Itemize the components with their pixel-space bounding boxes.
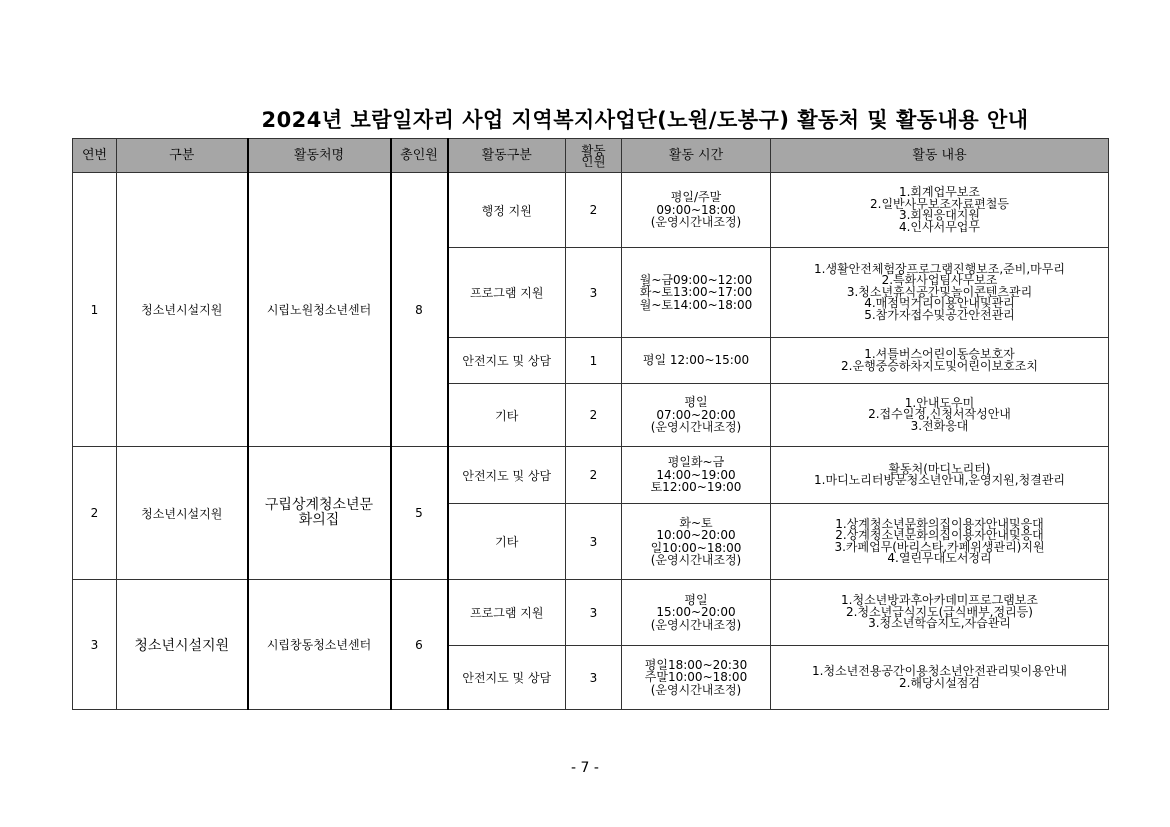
time-line: (운영시간내조정) bbox=[650, 682, 742, 697]
page-number: - 7 - bbox=[571, 760, 599, 776]
table-row bbox=[73, 173, 1109, 248]
activity-count-cell: 3 bbox=[566, 580, 622, 646]
content-line: 2.해당시설점검 bbox=[898, 675, 980, 690]
activity-count-cell: 2 bbox=[566, 447, 622, 504]
activity-count-cell: 1 bbox=[566, 338, 622, 384]
content-line: 3.청소년휴식공간및놀이콘텐츠관리 bbox=[846, 284, 1033, 299]
time-line: 평일18:00~20:30 bbox=[644, 657, 748, 672]
header-seq: 연번 bbox=[73, 139, 117, 173]
activity-count-cell: 3 bbox=[566, 646, 622, 710]
place-cell: 시립창동청소년센터 bbox=[248, 580, 391, 710]
seq-cell: 2 bbox=[73, 447, 117, 580]
activity-type-cell: 안전지도 및 상담 bbox=[448, 447, 566, 504]
activity-content-cell bbox=[771, 173, 1109, 248]
category-cell: 청소년시설지원 bbox=[117, 447, 248, 580]
place-cell: 구립상계청소년문화의집 bbox=[248, 447, 391, 580]
time-line: (운영시간내조정) bbox=[650, 553, 742, 567]
content-line: 2.일반사무보조자료편철등 bbox=[870, 196, 1009, 211]
activity-type-cell: 안전지도 및 상담 bbox=[448, 338, 566, 384]
content-line: 3.회원응대지원 bbox=[898, 208, 980, 222]
time-line: (운영시간내조정) bbox=[650, 215, 742, 230]
time-line: 월~토14:00~18:00 bbox=[639, 297, 753, 312]
time-line: 평일화~금 bbox=[667, 455, 725, 470]
activity-count-cell: 3 bbox=[566, 248, 622, 338]
content-line: 2.특화사업팀사무보조 bbox=[881, 273, 998, 288]
header-activity-type: 활동구분 bbox=[448, 139, 566, 173]
table-row bbox=[73, 447, 1109, 504]
content-line: 2.상계청소년문화의집이용자안내및응대 bbox=[835, 528, 1044, 542]
content-line: 2.접수일정,신청서작성안내 bbox=[868, 407, 1011, 422]
time-line: 평일 bbox=[684, 592, 708, 607]
activity-content-cell bbox=[771, 580, 1109, 646]
content-line: 1.생활안전체험장프로그램진행보조,준비,마무리 bbox=[814, 261, 1065, 276]
activity-time-cell bbox=[622, 338, 771, 384]
time-line: 15:00~20:00 bbox=[656, 605, 736, 620]
activity-type-cell: 기타 bbox=[448, 384, 566, 447]
content-line: 1.안내도우미 bbox=[904, 395, 975, 410]
time-line: 월~금09:00~12:00 bbox=[639, 272, 753, 287]
seq-cell: 3 bbox=[73, 580, 117, 710]
activity-type-cell: 프로그램 지원 bbox=[448, 248, 566, 338]
time-line: 07:00~20:00 bbox=[656, 407, 736, 422]
content-line: 활동처(마디노리터) bbox=[888, 461, 991, 476]
content-line: 3.청소년학습지도,자습관리 bbox=[868, 616, 1011, 631]
activity-time-cell bbox=[622, 248, 771, 338]
content-line: 2.청소년급식지도(급식배부,정리등) bbox=[846, 604, 1033, 619]
time-line: 10:00~20:00 bbox=[656, 528, 736, 542]
total-cell: 8 bbox=[391, 173, 448, 447]
header-place: 활동처명 bbox=[248, 139, 391, 173]
activity-time-cell bbox=[622, 580, 771, 646]
time-line: 화~토13:00~17:00 bbox=[639, 285, 753, 300]
content-line: 4.매점먹거리이용안내및관리 bbox=[864, 296, 1015, 311]
activity-time-cell bbox=[622, 384, 771, 447]
time-line: (운영시간내조정) bbox=[650, 617, 742, 632]
content-line: 5.참가자접수및공간안전관리 bbox=[864, 307, 1015, 322]
activity-time-cell bbox=[622, 173, 771, 248]
place-cell: 시립노원청소년센터 bbox=[248, 173, 391, 447]
content-line: 1.청소년전용공간이용청소년안전관리및이용안내 bbox=[812, 664, 1067, 678]
header-total: 총인원 bbox=[391, 139, 448, 173]
activity-time-cell bbox=[622, 646, 771, 710]
content-line: 3.전화응대 bbox=[910, 418, 969, 433]
content-line: 1.청소년방과후아카데미프로그램보조 bbox=[841, 593, 1038, 608]
content-line: 1.마디노리터방문청소년안내,운영지원,청결관리 bbox=[814, 473, 1065, 487]
time-line: 화~토 bbox=[679, 515, 713, 530]
activity-content-cell bbox=[771, 646, 1109, 710]
content-line: 3.카페업무(바리스타,카페위생관리)지원 bbox=[834, 539, 1045, 554]
header-activity-time: 활동 시간 bbox=[622, 139, 771, 173]
activity-count-cell: 3 bbox=[566, 504, 622, 580]
activity-time-cell bbox=[622, 504, 771, 580]
activity-table bbox=[72, 138, 1109, 710]
content-line: 2.운행중승하차지도및어린이보호조치 bbox=[841, 358, 1038, 373]
activity-type-cell: 안전지도 및 상담 bbox=[448, 646, 566, 710]
activity-count-cell: 2 bbox=[566, 173, 622, 248]
activity-time-cell bbox=[622, 447, 771, 504]
header-activity-count: 활동 인원 bbox=[566, 139, 622, 173]
time-line: 평일 bbox=[684, 395, 708, 410]
category-cell: 청소년시설지원 bbox=[117, 580, 248, 710]
content-line: 4.인사서무업무 bbox=[898, 219, 980, 234]
time-line: 토12:00~19:00 bbox=[650, 480, 742, 495]
activity-content-cell bbox=[771, 338, 1109, 384]
content-line: 4.열린무대도서정리 bbox=[887, 551, 992, 565]
activity-count-cell: 2 bbox=[566, 384, 622, 447]
time-line: 평일 12:00~15:00 bbox=[642, 353, 750, 368]
time-line: 09:00~18:00 bbox=[656, 202, 736, 217]
seq-cell: 1 bbox=[73, 173, 117, 447]
activity-content-cell bbox=[771, 384, 1109, 447]
activity-content-cell bbox=[771, 504, 1109, 580]
table-row bbox=[73, 580, 1109, 646]
header-activity-content: 활동 내용 bbox=[771, 139, 1109, 173]
time-line: 주말10:00~18:00 bbox=[644, 670, 748, 685]
time-line: (운영시간내조정) bbox=[650, 420, 742, 435]
activity-type-cell: 기타 bbox=[448, 504, 566, 580]
time-line: 14:00~19:00 bbox=[656, 467, 736, 482]
content-line: 1.상계청소년문화의집이용자안내및응대 bbox=[835, 516, 1044, 531]
document-title: 2024년 보람일자리 사업 지역복지사업단(노원/도봉구) 활동처 및 활동내용 안내 bbox=[261, 108, 1029, 132]
content-line: 1.셔틀버스어린이동승보호자 bbox=[864, 347, 1015, 361]
time-line: 일10:00~18:00 bbox=[650, 540, 742, 555]
activity-type-cell: 행정 지원 bbox=[448, 173, 566, 248]
activity-type-cell: 프로그램 지원 bbox=[448, 580, 566, 646]
activity-content-cell bbox=[771, 447, 1109, 504]
time-line: 평일/주말 bbox=[670, 190, 722, 205]
total-cell: 5 bbox=[391, 447, 448, 580]
header-row bbox=[73, 139, 1109, 173]
activity-content-cell bbox=[771, 248, 1109, 338]
header-category: 구분 bbox=[117, 139, 248, 173]
total-cell: 6 bbox=[391, 580, 448, 710]
category-cell: 청소년시설지원 bbox=[117, 173, 248, 447]
content-line: 1.회계업무보조 bbox=[898, 185, 980, 199]
